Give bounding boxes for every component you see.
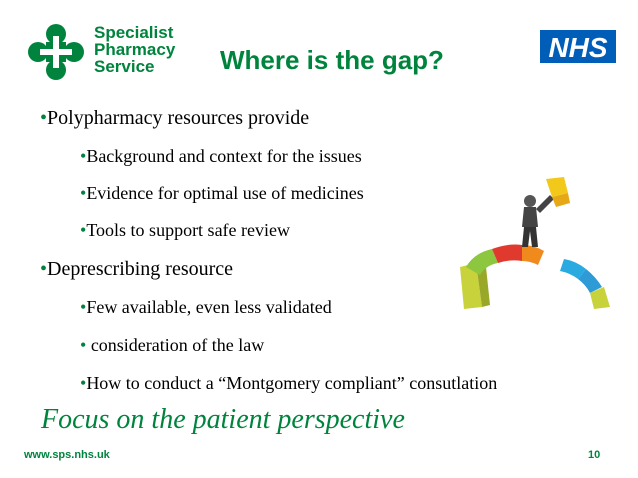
sub-bullet-tools	[80, 219, 290, 241]
nhs-logo	[540, 30, 616, 63]
bullet-polypharmacy	[40, 106, 309, 130]
bullet-dot: •	[40, 107, 48, 129]
bullet-dot: •	[40, 258, 48, 280]
sub-bullet-evidence	[80, 182, 364, 204]
bullet-dot: •	[80, 335, 87, 355]
bullet-text: Background and context for the issues	[86, 146, 362, 166]
slide-title: Where is the gap?	[220, 45, 444, 75]
bullet-text: Polypharmacy resources provide	[47, 107, 310, 129]
bullet-text: Tools to support safe review	[86, 220, 291, 240]
bullet-dot: •	[80, 373, 87, 393]
logo-line-2: Pharmacy	[94, 40, 176, 59]
puzzle-bridge-illustration	[452, 175, 617, 315]
focus-statement: Focus on the patient perspective	[41, 404, 405, 435]
bullet-dot: •	[80, 183, 87, 203]
footer-url[interactable]: www.sps.nhs.uk	[24, 449, 110, 461]
bullet-dot: •	[80, 146, 87, 166]
sub-bullet-few-available	[80, 296, 332, 318]
bullet-text: consideration of the law	[86, 335, 265, 355]
bullet-text: Few available, even less validated	[86, 297, 332, 317]
page-number: 10	[588, 449, 601, 461]
sps-logo-text	[94, 24, 175, 75]
bullet-dot: •	[80, 220, 87, 240]
logo-line-1: Specialist	[94, 23, 174, 42]
sps-logo-icon	[26, 22, 86, 82]
sub-bullet-law	[80, 334, 264, 356]
sub-bullet-montgomery	[80, 372, 497, 394]
bullet-dot: •	[80, 297, 87, 317]
logo-line-3: Service	[94, 57, 155, 76]
sub-bullet-background	[80, 145, 362, 167]
sps-logo	[26, 22, 196, 82]
bullet-text: How to conduct a “Montgomery compliant” consutlation	[86, 373, 498, 393]
bullet-deprescribing	[40, 257, 233, 281]
nhs-logo-text: NHS	[548, 32, 608, 63]
bullet-text: Deprescribing resource	[47, 258, 234, 280]
bullet-text: Evidence for optimal use of medicines	[86, 183, 364, 203]
